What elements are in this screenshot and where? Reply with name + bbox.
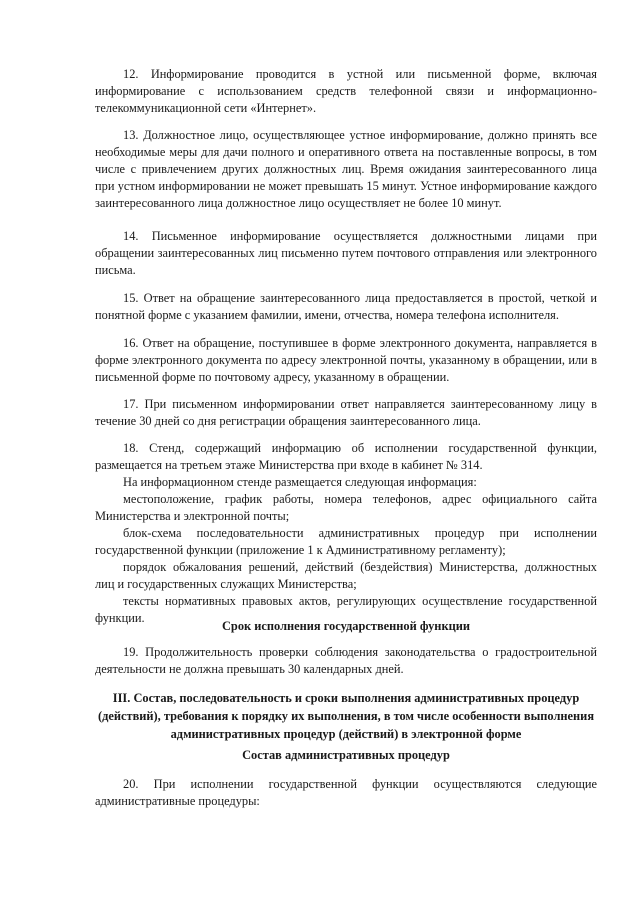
heading-composition: Состав административных процедур — [242, 748, 450, 762]
paragraph-text: 13. Должностное лицо, осуществляющее устное информирование, должно принять все необходимые меры для дачи полного и оперативного ответа на поставленные вопросы, в том числе с привлечением других должностных лиц. Время ожидания заинтересованного лица при устном информировании не может превышать 15 минут. Устное информирование каждого заинтересованного лица должностное лицо осуществляет не более 10 минут. — [95, 128, 597, 210]
paragraph-13 — [95, 127, 597, 212]
stand-intro: На информационном стенде размещается следующая информация: — [123, 475, 477, 489]
paragraph-12 — [95, 66, 597, 117]
stand-item: порядок обжалования решений, действий (бездействия) Министерства, должностных лиц и государственных служащих Министерства; — [95, 560, 597, 591]
paragraph-text: 20. При исполнении государственной функции осуществляются следующие административные процедуры: — [95, 777, 597, 808]
stand-item: местоположение, график работы, номера телефонов, адрес официального сайта Министерства и электронной почты; — [95, 492, 597, 523]
paragraph-text: 15. Ответ на обращение заинтересованного лица предоставляется в простой, четкой и понятной форме с указанием фамилии, имени, отчества, номера телефона исполнителя. — [95, 291, 597, 322]
heading-section-3: III. Состав, последовательность и сроки выполнения административных процедур (действий), требования к порядку их выполнения, в том числе особенности выполнения административных процедур (действий) в электронной форме — [97, 691, 595, 741]
paragraph-14 — [95, 228, 597, 279]
paragraph-16 — [95, 335, 597, 386]
stand-item: тексты нормативных правовых актов, регулирующих осуществление государственной функции. — [95, 594, 597, 625]
stand-item: блок-схема последовательности административных процедур при исполнении государственной функции (приложение 1 к Административному регламенту); — [95, 526, 597, 557]
paragraph-text: 12. Информирование проводится в устной или письменной форме, включая информирование с использованием средств телефонной связи и информационно-телекоммуникационной сети «Интернет». — [95, 67, 597, 115]
paragraph-text: 18. Стенд, содержащий информацию об исполнении государственной функции, размещается на третьем этаже Министерства при входе в кабинет № 314. — [95, 441, 597, 472]
paragraph-19 — [95, 644, 597, 678]
heading-deadline: Срок исполнения государственной функции — [221, 619, 470, 633]
paragraph-text: 17. При письменном информировании ответ направляется заинтересованному лицу в течение 30 дней со дня регистрации обращения заинтересованного лица. — [95, 397, 597, 428]
paragraph-text: 14. Письменное информирование осуществляется должностными лицами при обращении заинтересованных лиц письменно путем почтового отправления или электронного письма. — [95, 229, 597, 277]
paragraph-15 — [95, 290, 597, 324]
paragraph-text: 19. Продолжительность проверки соблюдения законодательства о градостроительной деятельности не должна превышать 30 календарных дней. — [95, 645, 597, 676]
paragraph-text: 16. Ответ на обращение, поступившее в форме электронного документа, направляется в форме электронного документа по адресу электронной почты, указанному в обращении, или в письменной форме по почтовому адресу, указанному в обращении. — [95, 336, 597, 384]
paragraph-20 — [95, 776, 597, 810]
paragraph-17 — [95, 396, 597, 430]
paragraph-18 — [95, 440, 597, 627]
